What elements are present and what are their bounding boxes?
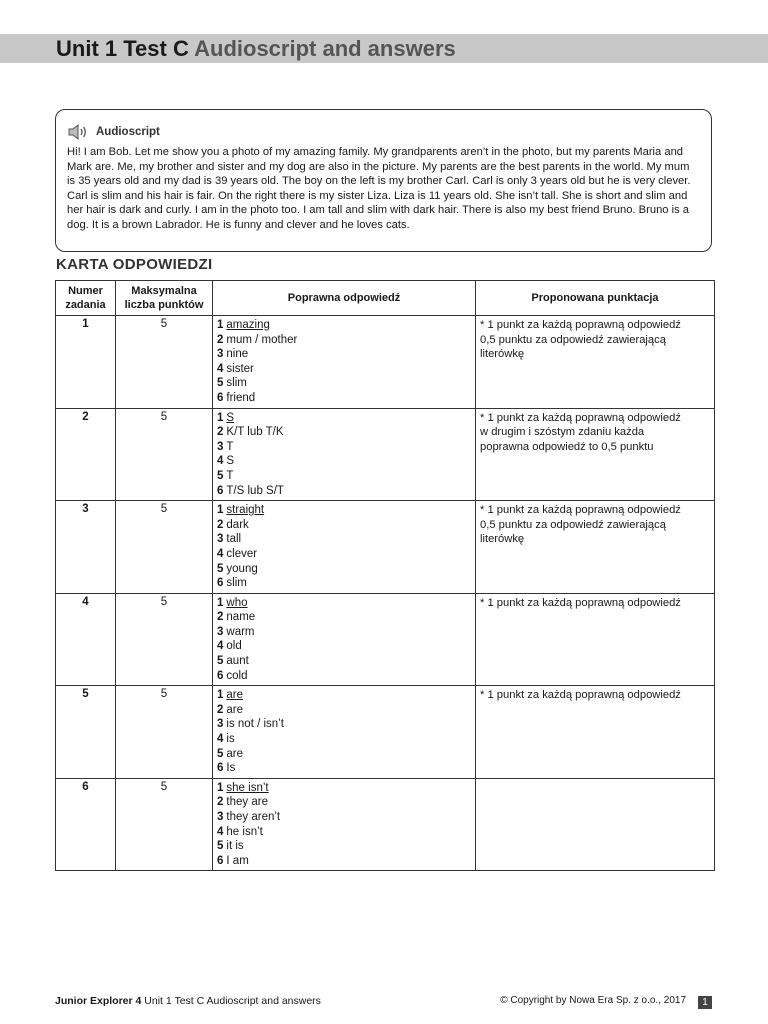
scoring-line: * 1 punkt za każdą poprawną odpowiedź [480, 596, 681, 609]
task-number: 5 [56, 686, 116, 779]
scoring-notes [476, 408, 715, 501]
answer-number: 5 [217, 562, 224, 575]
answer-line [217, 761, 471, 776]
col-header-number-line1: Numer [68, 285, 103, 297]
answer-text: slim [226, 577, 247, 590]
task-number: 2 [56, 408, 116, 501]
correct-answers [213, 501, 476, 594]
answer-line [217, 839, 471, 854]
answer-text: S [226, 411, 235, 424]
answer-number: 6 [217, 762, 224, 775]
table-row [56, 778, 715, 871]
answer-line [217, 454, 471, 469]
audioscript-label: Audioscript [96, 126, 160, 138]
footer-copyright: © Copyright by Nowa Era Sp. z o.o., 2017 [500, 995, 686, 1006]
answer-number: 2 [217, 611, 224, 624]
answer-line [217, 596, 471, 611]
answer-line [217, 518, 471, 533]
answer-line [217, 318, 471, 333]
answer-text: slim [226, 377, 247, 390]
answer-number: 1 [217, 411, 224, 424]
answer-line [217, 610, 471, 625]
answer-number: 1 [217, 504, 224, 517]
answer-text: are [226, 747, 244, 760]
max-points: 5 [116, 593, 213, 686]
audioscript-header [67, 122, 700, 142]
correct-answers [213, 686, 476, 779]
answer-text: name [226, 611, 256, 624]
correct-answers [213, 778, 476, 871]
answer-line [217, 576, 471, 591]
title-sub: Audioscript and answers [194, 36, 456, 61]
audioscript-box [55, 109, 712, 252]
answer-line [217, 333, 471, 348]
answer-number: 6 [217, 484, 224, 497]
max-points: 5 [116, 501, 213, 594]
answer-number: 4 [217, 547, 224, 560]
answer-number: 5 [217, 655, 224, 668]
answer-number: 5 [217, 377, 224, 390]
scoring-notes [476, 778, 715, 871]
answer-sheet-heading: KARTA ODPOWIEDZI [56, 256, 213, 273]
answer-number: 1 [217, 319, 224, 331]
table-row [56, 501, 715, 594]
answer-text: it is [226, 840, 244, 853]
answer-line [217, 732, 471, 747]
col-header-number-line2: zadania [65, 299, 106, 311]
answer-line [217, 625, 471, 640]
footer-doc: Unit 1 Test C Audioscript and answers [144, 995, 321, 1007]
answer-number: 1 [217, 781, 224, 794]
table-row [56, 316, 715, 409]
answer-text: warm [226, 625, 255, 638]
table-row [56, 408, 715, 501]
answer-number: 4 [217, 455, 224, 468]
scoring-notes [476, 686, 715, 779]
answer-number: 3 [217, 533, 224, 546]
answer-number: 3 [217, 811, 224, 823]
answer-line [217, 795, 471, 810]
answer-line [217, 825, 471, 840]
answer-text: she isn’t [226, 781, 269, 794]
answer-text: they are [226, 796, 268, 809]
table-row [56, 593, 715, 686]
answer-text: he isn’t [226, 825, 263, 838]
scoring-line: 0,5 punktu za odpowiedź zawierającą [480, 333, 666, 346]
answer-text: K/T lub T/K [226, 426, 284, 439]
answer-line [217, 440, 471, 455]
answer-text: is not / isn’t [226, 718, 284, 731]
answer-text: clever [226, 547, 258, 560]
answer-line [217, 654, 471, 669]
answer-table [55, 280, 715, 871]
footer-title [55, 995, 321, 1007]
answer-line [217, 781, 471, 796]
answer-number: 3 [217, 625, 224, 638]
task-number: 3 [56, 501, 116, 594]
scoring-line: * 1 punkt za każdą poprawną odpowiedź [480, 689, 681, 702]
col-header-number [56, 281, 116, 316]
answer-line [217, 347, 471, 362]
answer-text: dark [226, 518, 249, 531]
correct-answers [213, 408, 476, 501]
answer-number: 4 [217, 640, 224, 653]
scoring-notes [476, 316, 715, 409]
answer-text: they aren’t [226, 811, 281, 823]
footer-book: Junior Explorer 4 [55, 995, 142, 1007]
answer-table-body [56, 316, 715, 871]
col-header-max-points [116, 281, 213, 316]
answer-line [217, 562, 471, 577]
answer-line [217, 547, 471, 562]
answer-text: young [226, 562, 258, 575]
scoring-notes [476, 501, 715, 594]
answer-text: straight [226, 504, 265, 517]
answer-number: 3 [217, 718, 224, 731]
answer-number: 5 [217, 840, 224, 853]
page-title [56, 36, 456, 62]
task-number: 1 [56, 316, 116, 409]
answer-line [217, 532, 471, 547]
answer-text: Is [226, 762, 236, 775]
answer-line [217, 688, 471, 703]
answer-text: cold [226, 669, 248, 682]
answer-text: nine [226, 348, 249, 361]
answer-number: 4 [217, 825, 224, 838]
correct-answers [213, 593, 476, 686]
scoring-line: w drugim i szóstym zdaniu każda [480, 426, 645, 439]
answer-line [217, 391, 471, 406]
answer-line [217, 425, 471, 440]
col-header-answer: Poprawna odpowiedź [213, 281, 476, 316]
answer-line [217, 484, 471, 499]
title-main: Unit 1 Test C [56, 36, 189, 61]
scoring-line: * 1 punkt za każdą poprawną odpowiedź [480, 411, 681, 424]
answer-text: are [226, 703, 244, 716]
answer-number: 4 [217, 733, 224, 746]
scoring-notes [476, 593, 715, 686]
answer-number: 2 [217, 703, 224, 716]
answer-line [217, 717, 471, 732]
answer-line [217, 639, 471, 654]
speaker-icon [67, 123, 89, 141]
table-header-row [56, 281, 715, 316]
answer-number: 5 [217, 747, 224, 760]
answer-number: 6 [217, 854, 224, 867]
col-header-scoring: Proponowana punktacja [476, 281, 715, 316]
answer-number: 1 [217, 689, 224, 702]
col-header-max-line1: Maksymalna [131, 285, 197, 297]
max-points: 5 [116, 778, 213, 871]
answer-number: 4 [217, 362, 224, 375]
table-row [56, 686, 715, 779]
answer-text: is [226, 733, 235, 746]
answer-line [217, 854, 471, 869]
col-header-max-line2: liczba punktów [124, 299, 204, 311]
answer-text: mum / mother [226, 333, 298, 346]
answer-text: T/S lub S/T [226, 484, 284, 497]
answer-text: amazing [226, 319, 270, 331]
answer-number: 3 [217, 348, 224, 361]
answer-line [217, 669, 471, 684]
answer-text: sister [226, 362, 254, 375]
task-number: 4 [56, 593, 116, 686]
answer-text: I am [226, 854, 249, 867]
answer-text: T [226, 440, 234, 453]
scoring-line: poprawna odpowiedź to 0,5 punktu [480, 440, 654, 453]
audioscript-text: Hi! I am Bob. Let me show you a photo of my amazing family. My grandparents aren’t in the photo, but my parents Maria and Mark are. Me, my brother and sister and my dog are also in the picture. My parents are the best parents in the world. My mum is 35 years old and my dad is 39 years old. The boy on the left is my brother Carl. Carl is only 3 years old but he is very clever. Carl is slim and his hair is fair. On the right there is my sister Liza. Liza is 11 years old. She isn’t tall. She is short and slim and her hair is dark and curly. I am in the photo too. I am tall and slim with dark hair. There is also my best friend Bruno. Bruno is a dog. It is a brown Labrador. He is funny and clever and he loves cats. [67, 146, 691, 231]
max-points: 5 [116, 316, 213, 409]
answer-text: aunt [226, 655, 249, 668]
scoring-line: * 1 punkt za każdą poprawną odpowiedź [480, 504, 681, 517]
answer-line [217, 703, 471, 718]
answer-line [217, 747, 471, 762]
scoring-line: literówkę [480, 348, 525, 361]
answer-number: 1 [217, 596, 224, 609]
answer-number: 6 [217, 391, 224, 404]
page-number: 1 [698, 996, 712, 1009]
max-points: 5 [116, 408, 213, 501]
answer-text: S [226, 455, 235, 468]
answer-line [217, 362, 471, 377]
answer-number: 6 [217, 577, 224, 590]
answer-number: 2 [217, 333, 224, 346]
answer-text: tall [226, 533, 242, 546]
answer-number: 2 [217, 426, 224, 439]
answer-line [217, 376, 471, 391]
answer-number: 2 [217, 518, 224, 531]
scoring-line: * 1 punkt za każdą poprawną odpowiedź [480, 319, 681, 331]
answer-text: friend [226, 391, 256, 404]
task-number: 6 [56, 778, 116, 871]
answer-line [217, 469, 471, 484]
answer-line [217, 411, 471, 426]
answer-line [217, 503, 471, 518]
answer-number: 3 [217, 440, 224, 453]
answer-text: who [226, 596, 248, 609]
answer-number: 2 [217, 796, 224, 809]
answer-number: 5 [217, 469, 224, 482]
answer-text: old [226, 640, 242, 653]
answer-text: are [226, 689, 244, 702]
max-points: 5 [116, 686, 213, 779]
answer-number: 6 [217, 669, 224, 682]
answer-text: T [226, 469, 234, 482]
correct-answers [213, 316, 476, 409]
scoring-line: 0,5 punktu za odpowiedź zawierającą [480, 518, 666, 531]
answer-line [217, 810, 471, 825]
scoring-line: literówkę [480, 533, 525, 546]
